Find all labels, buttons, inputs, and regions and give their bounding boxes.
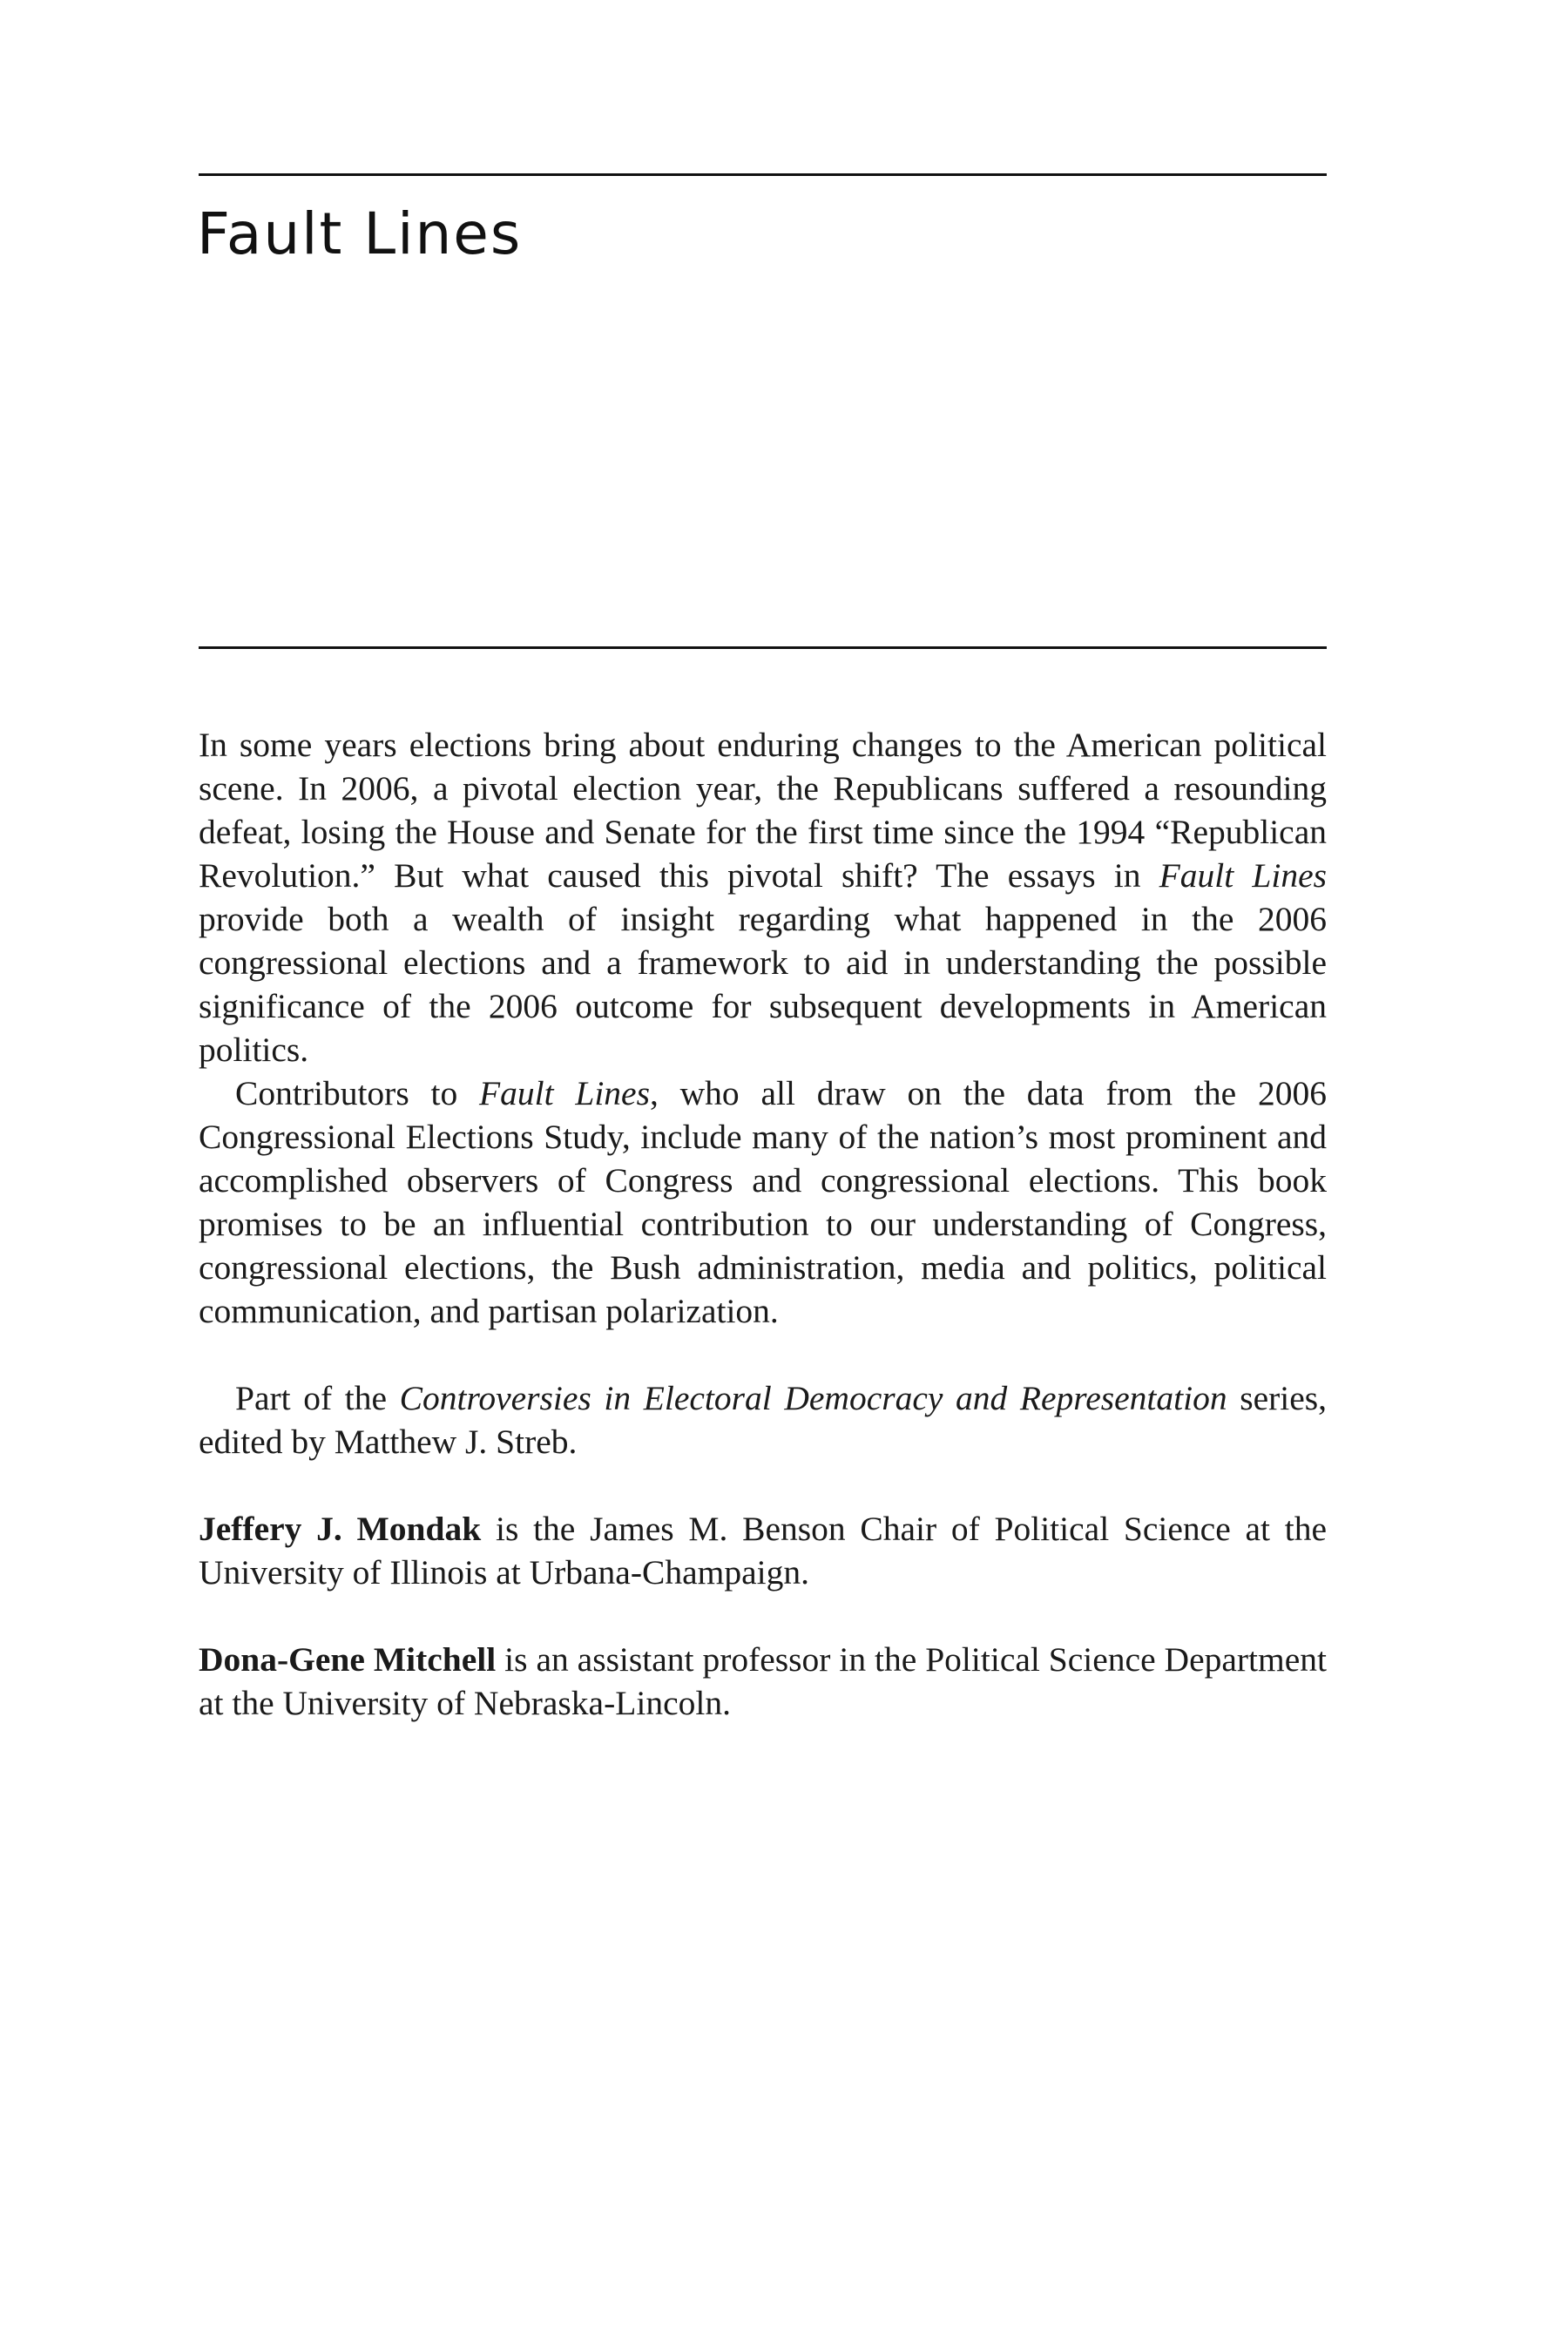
- description-p1-text-b: provide both a wealth of insight regarding what happened in the 2006 congressional elections and a framework to aid in understanding the possible significance of the 2006 outcome for subsequent developments in American politics.: [199, 900, 1327, 1069]
- series-note: [199, 1376, 1327, 1463]
- description-p2-text-a: Contributors to: [235, 1074, 479, 1112]
- description-p1-text-a: In some years elections bring about enduring changes to the American political scene. In 2006, a pivotal election year, the Republicans suffered a resounding defeat, losing the House and Senate for the first time since the 1994 “Republican Revolution.” But what caused this pivotal shift? The essays in: [199, 726, 1327, 895]
- author-name-2: Dona-Gene Mitchell: [199, 1640, 497, 1679]
- author-bio-text-2: is an assistant professor in the Political Science Department at the University of Nebraska-Lincoln.: [199, 1640, 1328, 1722]
- series-text-a: Part of the: [235, 1379, 400, 1417]
- author-name-1: Jeffery J. Mondak: [199, 1510, 482, 1548]
- description-p2-text-b: , who all draw on the data from the 2006 Congressional Elections Study, include many of the nation’s most prominent and accomplished observers of Congress and congressional elections. This book promises to be an influential contribution to our understanding of Congress, congressional elections, the Bush administration, media and politics, political communication, and partisan polarization.: [199, 1074, 1327, 1330]
- series-title: Controversies in Electoral Democracy and Representation: [399, 1379, 1227, 1417]
- author-bio-text-1: is the James M. Benson Chair of Political Science at the University of Illinois at Urbana-Champaign.: [199, 1510, 1327, 1592]
- author-bio-2: [199, 1638, 1327, 1725]
- bottom-rule: [199, 646, 1327, 649]
- top-rule: [199, 173, 1327, 176]
- page-title: Fault Lines: [197, 200, 523, 267]
- description-paragraph-1: [199, 723, 1327, 1071]
- series-text-b: series, edited by Matthew J. Streb.: [199, 1379, 1328, 1461]
- description-paragraph-2: [199, 1071, 1327, 1333]
- description-p2-book-title: Fault Lines: [479, 1074, 650, 1112]
- body-text: [199, 723, 1327, 1725]
- description-p1-book-title: Fault Lines: [1159, 856, 1327, 895]
- author-bio-1: [199, 1507, 1327, 1594]
